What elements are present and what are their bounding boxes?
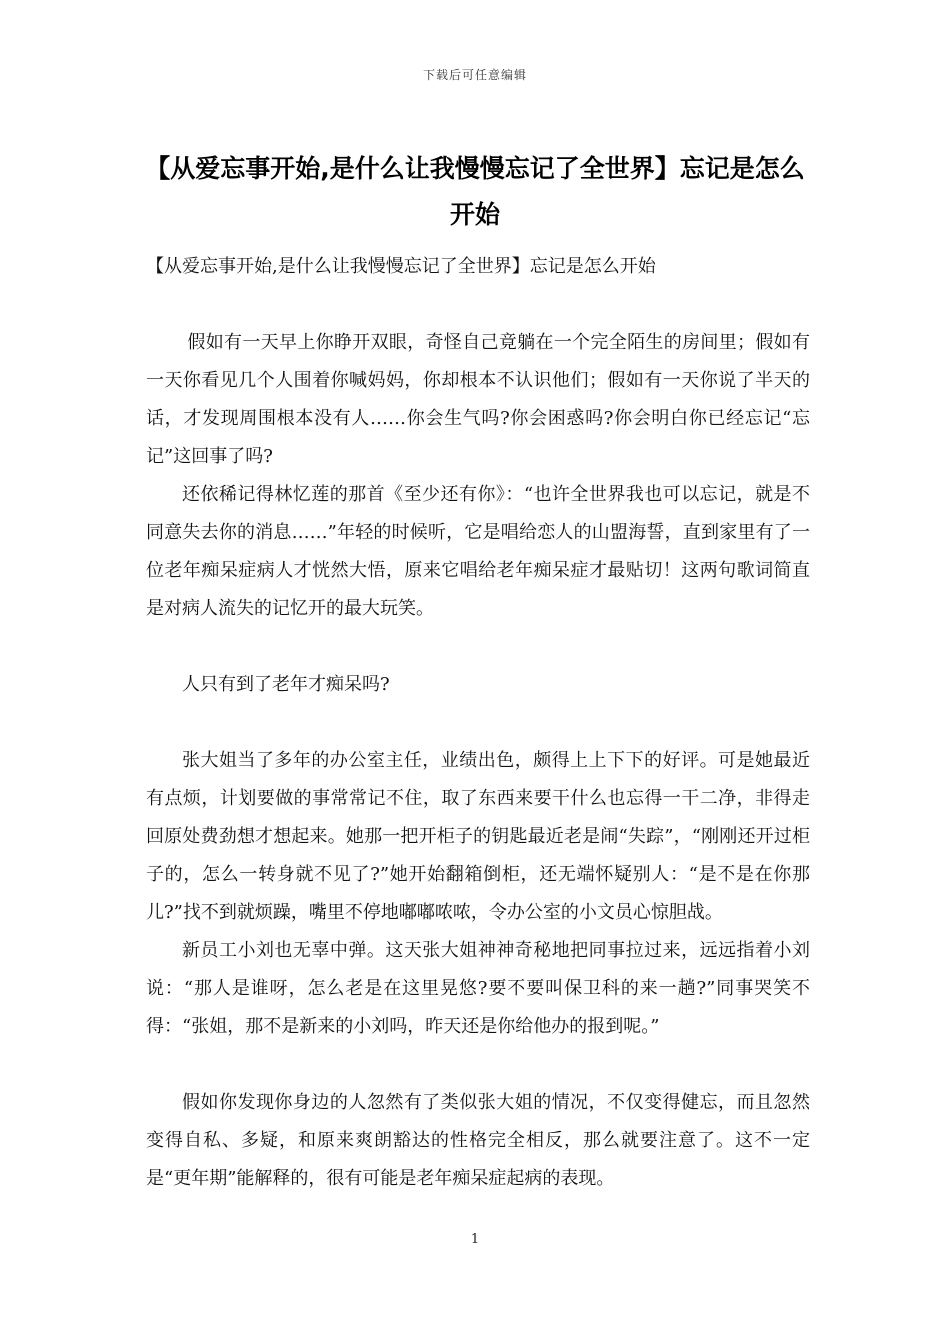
document-title: 【从爱忘事开始,是什么让我慢慢忘记了全世界】忘记是怎么开始: [145, 154, 805, 229]
spacer: [146, 1046, 810, 1084]
paragraph: 新员工小刘也无辜中弹。这天张大姐神神奇秘地把同事拉过来，远远指着小刘说：“那人是谁呀，怎么老是在这里晃悠?要不要叫保卫科的来一趟?”同事哭笑不得：“张姐，那不是新来的小刘吗，昨天还是你给他办的报到呢。”: [146, 940, 810, 1037]
spacer: [146, 286, 810, 324]
page-number: 1: [470, 1232, 480, 1247]
document-subtitle: 【从爱忘事开始,是什么让我慢慢忘记了全世界】忘记是怎么开始: [146, 256, 656, 277]
section-question: 人只有到了老年才痴呆吗?: [182, 674, 390, 695]
page-header: 下载后可任意编辑: [422, 68, 527, 82]
spacer: [146, 704, 810, 742]
paragraph: 假如有一天早上你睁开双眼，奇怪自己竟躺在一个完全陌生的房间里；假如有一天你看见几个人围着你喊妈妈，你却根本不认识他们；假如有一天你说了半天的话，才发现周围根本没有人……你会生气吗?你会困惑吗?你会明白你已经忘记“忘记”这回事了吗?: [146, 332, 810, 467]
paragraph: 假如你发现你身边的人忽然有了类似张大姐的情况，不仅变得健忘，而且忽然变得自私、多疑，和原来爽朗豁达的性格完全相反，那么就要注意了。这不一定是“更年期”能解释的，很有可能是老年痴呆症起病的表现。: [146, 1092, 810, 1189]
paragraph: 还依稀记得林忆莲的那首《至少还有你》：“也许全世界我也可以忘记，就是不同意失去你的消息……”年轻的时候听，它是唱给恋人的山盟海誓，直到家里有了一位老年痴呆症病人才恍然大悟，原来它唱给老年痴呆症才最贴切！这两句歌词简直是对病人流失的记忆开的最大玩笑。: [146, 484, 810, 619]
paragraph: 张大姐当了多年的办公室主任，业绩出色，颇得上上下下的好评。可是她最近有点烦，计划要做的事常常记不住，取了东西来要干什么也忘得一干二净，非得走回原处费劲想才想起来。她那一把开柜子的钥匙最近老是闹“失踪”，“刚刚还开过柜子的，怎么一转身就不见了?”她开始翻箱倒柜，还无端怀疑别人：“是不是在你那儿?”找不到就烦躁，嘴里不停地嘟嘟哝哝，令办公室的小文员心惊胆战。: [146, 750, 810, 923]
document-body: [146, 248, 810, 1198]
spacer: [146, 628, 810, 666]
